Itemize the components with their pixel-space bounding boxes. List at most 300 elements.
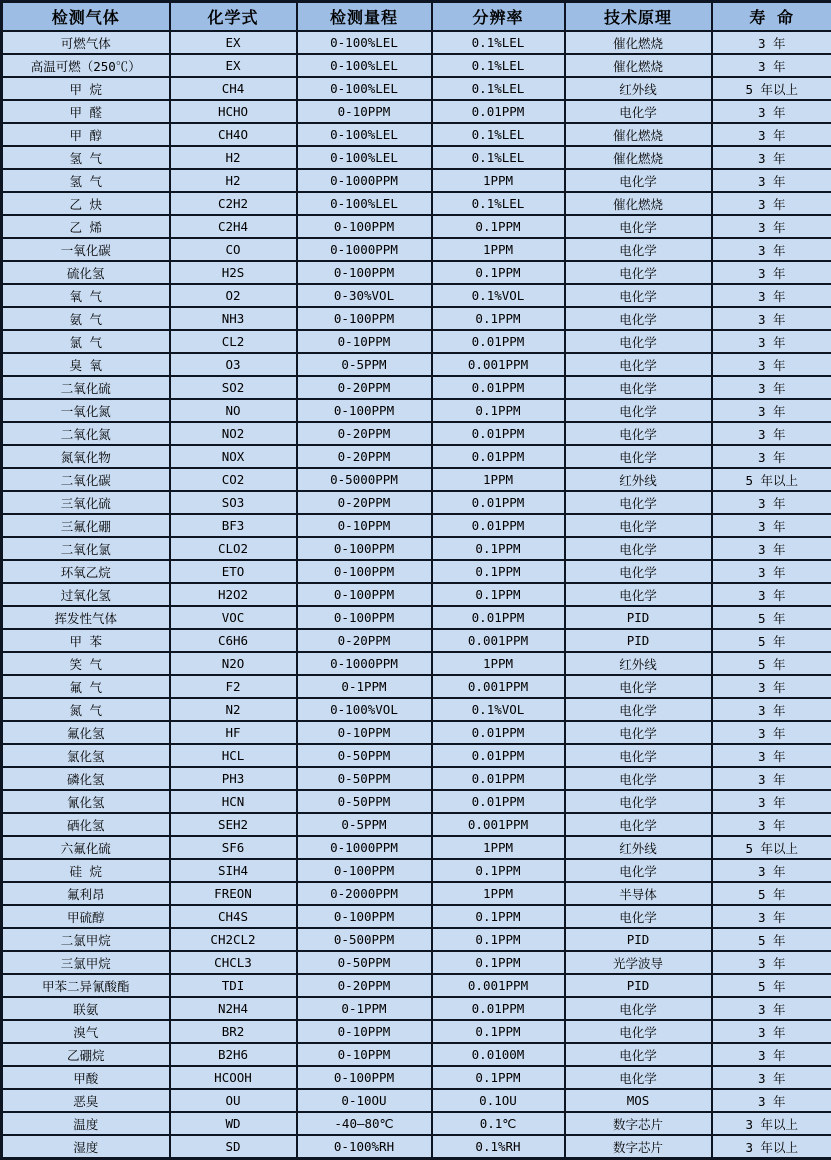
cell-resolution: 0.001PPM (432, 629, 565, 652)
cell-range: 0-1000PPM (297, 652, 432, 675)
cell-range: 0-10PPM (297, 1020, 432, 1043)
cell-life: 3 年 (712, 698, 831, 721)
cell-resolution: 0.01PPM (432, 491, 565, 514)
cell-life: 3 年 (712, 146, 831, 169)
table-row (2, 1089, 831, 1112)
cell-formula: SO2 (170, 376, 297, 399)
cell-principle: 数字芯片 (565, 1112, 712, 1135)
cell-life: 3 年 (712, 399, 831, 422)
table-row (2, 790, 831, 813)
cell-range: 0-100PPM (297, 606, 432, 629)
cell-resolution: 0.1%LEL (432, 54, 565, 77)
cell-principle: 电化学 (565, 261, 712, 284)
cell-gas: 六氟化硫 (2, 836, 170, 859)
cell-resolution: 0.001PPM (432, 974, 565, 997)
cell-range: 0-1PPM (297, 997, 432, 1020)
cell-formula: HF (170, 721, 297, 744)
cell-principle: 电化学 (565, 238, 712, 261)
cell-formula: H2O2 (170, 583, 297, 606)
cell-principle: 电化学 (565, 445, 712, 468)
cell-resolution: 0.1OU (432, 1089, 565, 1112)
cell-formula: PH3 (170, 767, 297, 790)
cell-formula: EX (170, 54, 297, 77)
cell-life: 5 年 (712, 629, 831, 652)
cell-gas: 二氧化氮 (2, 422, 170, 445)
table-row (2, 951, 831, 974)
cell-gas: 温度 (2, 1112, 170, 1135)
cell-formula: N2 (170, 698, 297, 721)
cell-gas: 氢 气 (2, 169, 170, 192)
cell-gas: 可燃气体 (2, 31, 170, 54)
table-row (2, 77, 831, 100)
table-row (2, 330, 831, 353)
cell-life: 3 年 (712, 261, 831, 284)
cell-formula: F2 (170, 675, 297, 698)
cell-range: 0-50PPM (297, 744, 432, 767)
table-row (2, 284, 831, 307)
cell-principle: 电化学 (565, 307, 712, 330)
cell-formula: CH4S (170, 905, 297, 928)
table-row (2, 169, 831, 192)
cell-formula: NH3 (170, 307, 297, 330)
cell-resolution: 0.01PPM (432, 721, 565, 744)
cell-gas: 三氟化硼 (2, 514, 170, 537)
cell-range: 0-5000PPM (297, 468, 432, 491)
table-row (2, 698, 831, 721)
cell-principle: 电化学 (565, 376, 712, 399)
table-row (2, 54, 831, 77)
cell-resolution: 0.01PPM (432, 514, 565, 537)
cell-life: 3 年 (712, 330, 831, 353)
table-row (2, 882, 831, 905)
cell-resolution: 0.1%LEL (432, 77, 565, 100)
cell-life: 5 年 (712, 928, 831, 951)
cell-resolution: 0.01PPM (432, 790, 565, 813)
cell-resolution: 0.01PPM (432, 445, 565, 468)
table-row (2, 215, 831, 238)
cell-principle: 电化学 (565, 284, 712, 307)
cell-life: 3 年 (712, 859, 831, 882)
cell-range: 0-10OU (297, 1089, 432, 1112)
cell-formula: C6H6 (170, 629, 297, 652)
cell-principle: 电化学 (565, 1020, 712, 1043)
cell-life: 3 年 (712, 491, 831, 514)
cell-formula: HCN (170, 790, 297, 813)
cell-range: 0-100PPM (297, 537, 432, 560)
cell-life: 3 年 (712, 767, 831, 790)
cell-gas: 溴气 (2, 1020, 170, 1043)
cell-gas: 氢 气 (2, 146, 170, 169)
cell-principle: 电化学 (565, 859, 712, 882)
cell-principle: 催化燃烧 (565, 54, 712, 77)
table-row (2, 744, 831, 767)
cell-gas: 氮 气 (2, 698, 170, 721)
cell-life: 3 年 (712, 537, 831, 560)
cell-principle: 催化燃烧 (565, 192, 712, 215)
cell-range: 0-100PPM (297, 399, 432, 422)
table-row (2, 307, 831, 330)
cell-life: 3 年 (712, 951, 831, 974)
cell-formula: NO (170, 399, 297, 422)
cell-life: 3 年 (712, 905, 831, 928)
cell-formula: CH2CL2 (170, 928, 297, 951)
cell-formula: WD (170, 1112, 297, 1135)
cell-principle: 电化学 (565, 1043, 712, 1066)
cell-range: 0-20PPM (297, 629, 432, 652)
cell-gas: 三氯甲烷 (2, 951, 170, 974)
cell-formula: NO2 (170, 422, 297, 445)
cell-gas: 甲硫醇 (2, 905, 170, 928)
cell-formula: SIH4 (170, 859, 297, 882)
cell-range: 0-1000PPM (297, 238, 432, 261)
cell-range: 0-1000PPM (297, 836, 432, 859)
cell-principle: 电化学 (565, 813, 712, 836)
table-row (2, 376, 831, 399)
cell-principle: 电化学 (565, 422, 712, 445)
cell-resolution: 0.1PPM (432, 583, 565, 606)
cell-formula: N2H4 (170, 997, 297, 1020)
table-row (2, 353, 831, 376)
cell-resolution: 0.1PPM (432, 951, 565, 974)
cell-principle: 电化学 (565, 744, 712, 767)
table-body (2, 31, 831, 1159)
cell-range: 0-100PPM (297, 1066, 432, 1089)
cell-resolution: 0.1PPM (432, 215, 565, 238)
cell-formula: BR2 (170, 1020, 297, 1043)
cell-life: 5 年以上 (712, 468, 831, 491)
table-row (2, 721, 831, 744)
table-row (2, 859, 831, 882)
cell-principle: 电化学 (565, 790, 712, 813)
cell-range: 0-100PPM (297, 261, 432, 284)
cell-principle: 电化学 (565, 100, 712, 123)
cell-gas: 氟化氢 (2, 721, 170, 744)
cell-gas: 氟利昂 (2, 882, 170, 905)
cell-formula: OU (170, 1089, 297, 1112)
cell-range: 0-100%LEL (297, 31, 432, 54)
table-row (2, 767, 831, 790)
cell-formula: SEH2 (170, 813, 297, 836)
cell-principle: 红外线 (565, 652, 712, 675)
cell-principle: 红外线 (565, 77, 712, 100)
cell-formula: HCL (170, 744, 297, 767)
cell-gas: 甲 烷 (2, 77, 170, 100)
cell-principle: 催化燃烧 (565, 31, 712, 54)
cell-formula: ETO (170, 560, 297, 583)
cell-formula: H2 (170, 146, 297, 169)
table-row (2, 514, 831, 537)
cell-life: 3 年 (712, 560, 831, 583)
cell-life: 3 年 (712, 1066, 831, 1089)
cell-life: 3 年 (712, 376, 831, 399)
cell-life: 3 年 (712, 675, 831, 698)
table-header (2, 2, 831, 32)
cell-life: 3 年 (712, 1020, 831, 1043)
cell-principle: PID (565, 928, 712, 951)
cell-formula: O3 (170, 353, 297, 376)
table-row (2, 31, 831, 54)
cell-gas: 二氧化氯 (2, 537, 170, 560)
cell-life: 3 年 (712, 215, 831, 238)
cell-life: 3 年 (712, 1089, 831, 1112)
cell-resolution: 0.1PPM (432, 399, 565, 422)
cell-range: 0-500PPM (297, 928, 432, 951)
cell-gas: 挥发性气体 (2, 606, 170, 629)
cell-gas: 氧 气 (2, 284, 170, 307)
cell-gas: 甲 苯 (2, 629, 170, 652)
cell-resolution: 1PPM (432, 238, 565, 261)
cell-range: 0-2000PPM (297, 882, 432, 905)
cell-life: 3 年以上 (712, 1112, 831, 1135)
cell-range: 0-100PPM (297, 560, 432, 583)
cell-gas: 臭 氧 (2, 353, 170, 376)
table-row (2, 192, 831, 215)
cell-gas: 湿度 (2, 1135, 170, 1159)
cell-resolution: 0.1%RH (432, 1135, 565, 1159)
header-row (2, 2, 831, 32)
cell-principle: 电化学 (565, 560, 712, 583)
cell-resolution: 0.001PPM (432, 353, 565, 376)
table-row (2, 629, 831, 652)
cell-range: 0-1PPM (297, 675, 432, 698)
cell-range: 0-10PPM (297, 330, 432, 353)
cell-resolution: 0.1PPM (432, 1020, 565, 1043)
cell-formula: CH4 (170, 77, 297, 100)
table-row (2, 928, 831, 951)
cell-range: 0-100%RH (297, 1135, 432, 1159)
table-row (2, 974, 831, 997)
cell-life: 3 年 (712, 307, 831, 330)
cell-range: 0-50PPM (297, 790, 432, 813)
cell-range: 0-5PPM (297, 353, 432, 376)
cell-gas: 磷化氢 (2, 767, 170, 790)
cell-principle: 红外线 (565, 836, 712, 859)
cell-resolution: 0.1%LEL (432, 123, 565, 146)
table-row (2, 560, 831, 583)
cell-resolution: 0.001PPM (432, 813, 565, 836)
cell-range: 0-100PPM (297, 307, 432, 330)
header-cell: 技术原理 (565, 2, 712, 32)
cell-gas: 高温可燃（250℃） (2, 54, 170, 77)
cell-principle: PID (565, 629, 712, 652)
cell-life: 3 年 (712, 997, 831, 1020)
table-row (2, 1112, 831, 1135)
cell-resolution: 0.01PPM (432, 100, 565, 123)
table-row (2, 399, 831, 422)
cell-resolution: 0.1PPM (432, 1066, 565, 1089)
cell-life: 5 年 (712, 652, 831, 675)
cell-formula: H2 (170, 169, 297, 192)
table-row (2, 1135, 831, 1159)
cell-resolution: 0.1PPM (432, 261, 565, 284)
cell-formula: CL2 (170, 330, 297, 353)
cell-formula: O2 (170, 284, 297, 307)
table-row (2, 238, 831, 261)
cell-range: -40—80℃ (297, 1112, 432, 1135)
cell-formula: B2H6 (170, 1043, 297, 1066)
cell-gas: 笑 气 (2, 652, 170, 675)
cell-formula: CHCL3 (170, 951, 297, 974)
cell-formula: C2H4 (170, 215, 297, 238)
cell-gas: 氮氧化物 (2, 445, 170, 468)
cell-principle: 电化学 (565, 169, 712, 192)
table-row (2, 997, 831, 1020)
table-row (2, 652, 831, 675)
cell-principle: 数字芯片 (565, 1135, 712, 1159)
cell-range: 0-5PPM (297, 813, 432, 836)
cell-range: 0-10PPM (297, 100, 432, 123)
cell-life: 3 年 (712, 123, 831, 146)
cell-range: 0-100PPM (297, 859, 432, 882)
cell-range: 0-20PPM (297, 445, 432, 468)
cell-resolution: 0.1PPM (432, 859, 565, 882)
cell-gas: 氨 气 (2, 307, 170, 330)
table-row (2, 836, 831, 859)
cell-life: 3 年 (712, 192, 831, 215)
table-row (2, 905, 831, 928)
cell-formula: SF6 (170, 836, 297, 859)
cell-life: 3 年 (712, 721, 831, 744)
cell-range: 0-100%LEL (297, 54, 432, 77)
table-row (2, 422, 831, 445)
cell-range: 0-30%VOL (297, 284, 432, 307)
cell-life: 3 年 (712, 1043, 831, 1066)
table-row (2, 537, 831, 560)
cell-life: 3 年 (712, 744, 831, 767)
cell-range: 0-100%LEL (297, 77, 432, 100)
cell-gas: 甲 醇 (2, 123, 170, 146)
cell-life: 3 年 (712, 790, 831, 813)
cell-life: 3 年 (712, 238, 831, 261)
cell-formula: CO2 (170, 468, 297, 491)
cell-range: 0-100PPM (297, 905, 432, 928)
cell-gas: 一氧化碳 (2, 238, 170, 261)
table-row (2, 123, 831, 146)
cell-principle: 电化学 (565, 1066, 712, 1089)
cell-range: 0-100%LEL (297, 146, 432, 169)
cell-principle: 电化学 (565, 767, 712, 790)
cell-formula: TDI (170, 974, 297, 997)
cell-formula: SO3 (170, 491, 297, 514)
cell-resolution: 0.01PPM (432, 767, 565, 790)
cell-principle: 电化学 (565, 675, 712, 698)
cell-gas: 过氧化氢 (2, 583, 170, 606)
cell-gas: 乙 烯 (2, 215, 170, 238)
cell-formula: CLO2 (170, 537, 297, 560)
cell-range: 0-100PPM (297, 583, 432, 606)
cell-formula: CO (170, 238, 297, 261)
cell-resolution: 0.1PPM (432, 905, 565, 928)
cell-resolution: 0.01PPM (432, 330, 565, 353)
cell-gas: 乙硼烷 (2, 1043, 170, 1066)
cell-resolution: 0.1PPM (432, 928, 565, 951)
cell-range: 0-100%LEL (297, 192, 432, 215)
cell-resolution: 1PPM (432, 468, 565, 491)
table-row (2, 1043, 831, 1066)
table-row (2, 1020, 831, 1043)
cell-resolution: 0.01PPM (432, 422, 565, 445)
cell-life: 3 年 (712, 169, 831, 192)
cell-gas: 二氧化硫 (2, 376, 170, 399)
cell-resolution: 0.1%LEL (432, 192, 565, 215)
cell-gas: 恶臭 (2, 1089, 170, 1112)
cell-resolution: 0.01PPM (432, 744, 565, 767)
table-row (2, 468, 831, 491)
cell-gas: 三氧化硫 (2, 491, 170, 514)
header-cell: 化学式 (170, 2, 297, 32)
cell-life: 3 年 (712, 353, 831, 376)
cell-resolution: 0.01PPM (432, 376, 565, 399)
cell-range: 0-10PPM (297, 1043, 432, 1066)
cell-resolution: 0.1PPM (432, 560, 565, 583)
table-row (2, 146, 831, 169)
cell-range: 0-100%VOL (297, 698, 432, 721)
cell-range: 0-20PPM (297, 376, 432, 399)
cell-formula: H2S (170, 261, 297, 284)
cell-principle: 电化学 (565, 537, 712, 560)
cell-life: 3 年 (712, 422, 831, 445)
cell-principle: PID (565, 606, 712, 629)
cell-resolution: 0.1%LEL (432, 31, 565, 54)
cell-gas: 二氧化碳 (2, 468, 170, 491)
header-cell: 分辨率 (432, 2, 565, 32)
table-row (2, 100, 831, 123)
table-row (2, 1066, 831, 1089)
cell-gas: 联氨 (2, 997, 170, 1020)
cell-range: 0-20PPM (297, 491, 432, 514)
header-cell: 检测量程 (297, 2, 432, 32)
cell-range: 0-20PPM (297, 974, 432, 997)
cell-gas: 硫化氢 (2, 261, 170, 284)
cell-resolution: 0.1PPM (432, 537, 565, 560)
cell-principle: 电化学 (565, 353, 712, 376)
cell-resolution: 0.1%VOL (432, 698, 565, 721)
cell-principle: 红外线 (565, 468, 712, 491)
table-row (2, 583, 831, 606)
cell-life: 3 年 (712, 583, 831, 606)
cell-formula: FREON (170, 882, 297, 905)
cell-life: 5 年以上 (712, 836, 831, 859)
cell-range: 0-10PPM (297, 721, 432, 744)
cell-principle: 电化学 (565, 698, 712, 721)
cell-life: 3 年 (712, 813, 831, 836)
cell-life: 5 年 (712, 974, 831, 997)
cell-principle: 电化学 (565, 514, 712, 537)
cell-life: 3 年 (712, 284, 831, 307)
cell-principle: PID (565, 974, 712, 997)
cell-principle: 电化学 (565, 583, 712, 606)
cell-life: 5 年 (712, 606, 831, 629)
cell-range: 0-100PPM (297, 215, 432, 238)
cell-range: 0-10PPM (297, 514, 432, 537)
cell-formula: CH4O (170, 123, 297, 146)
cell-life: 5 年 (712, 882, 831, 905)
cell-principle: 电化学 (565, 215, 712, 238)
cell-principle: 光学波导 (565, 951, 712, 974)
cell-gas: 乙 炔 (2, 192, 170, 215)
cell-life: 3 年 (712, 100, 831, 123)
cell-life: 3 年 (712, 54, 831, 77)
cell-principle: 电化学 (565, 491, 712, 514)
cell-resolution: 0.1%LEL (432, 146, 565, 169)
cell-formula: NOX (170, 445, 297, 468)
cell-resolution: 0.01PPM (432, 606, 565, 629)
cell-resolution: 0.1℃ (432, 1112, 565, 1135)
table-row (2, 606, 831, 629)
cell-gas: 甲酸 (2, 1066, 170, 1089)
cell-gas: 甲 醛 (2, 100, 170, 123)
cell-range: 0-50PPM (297, 767, 432, 790)
